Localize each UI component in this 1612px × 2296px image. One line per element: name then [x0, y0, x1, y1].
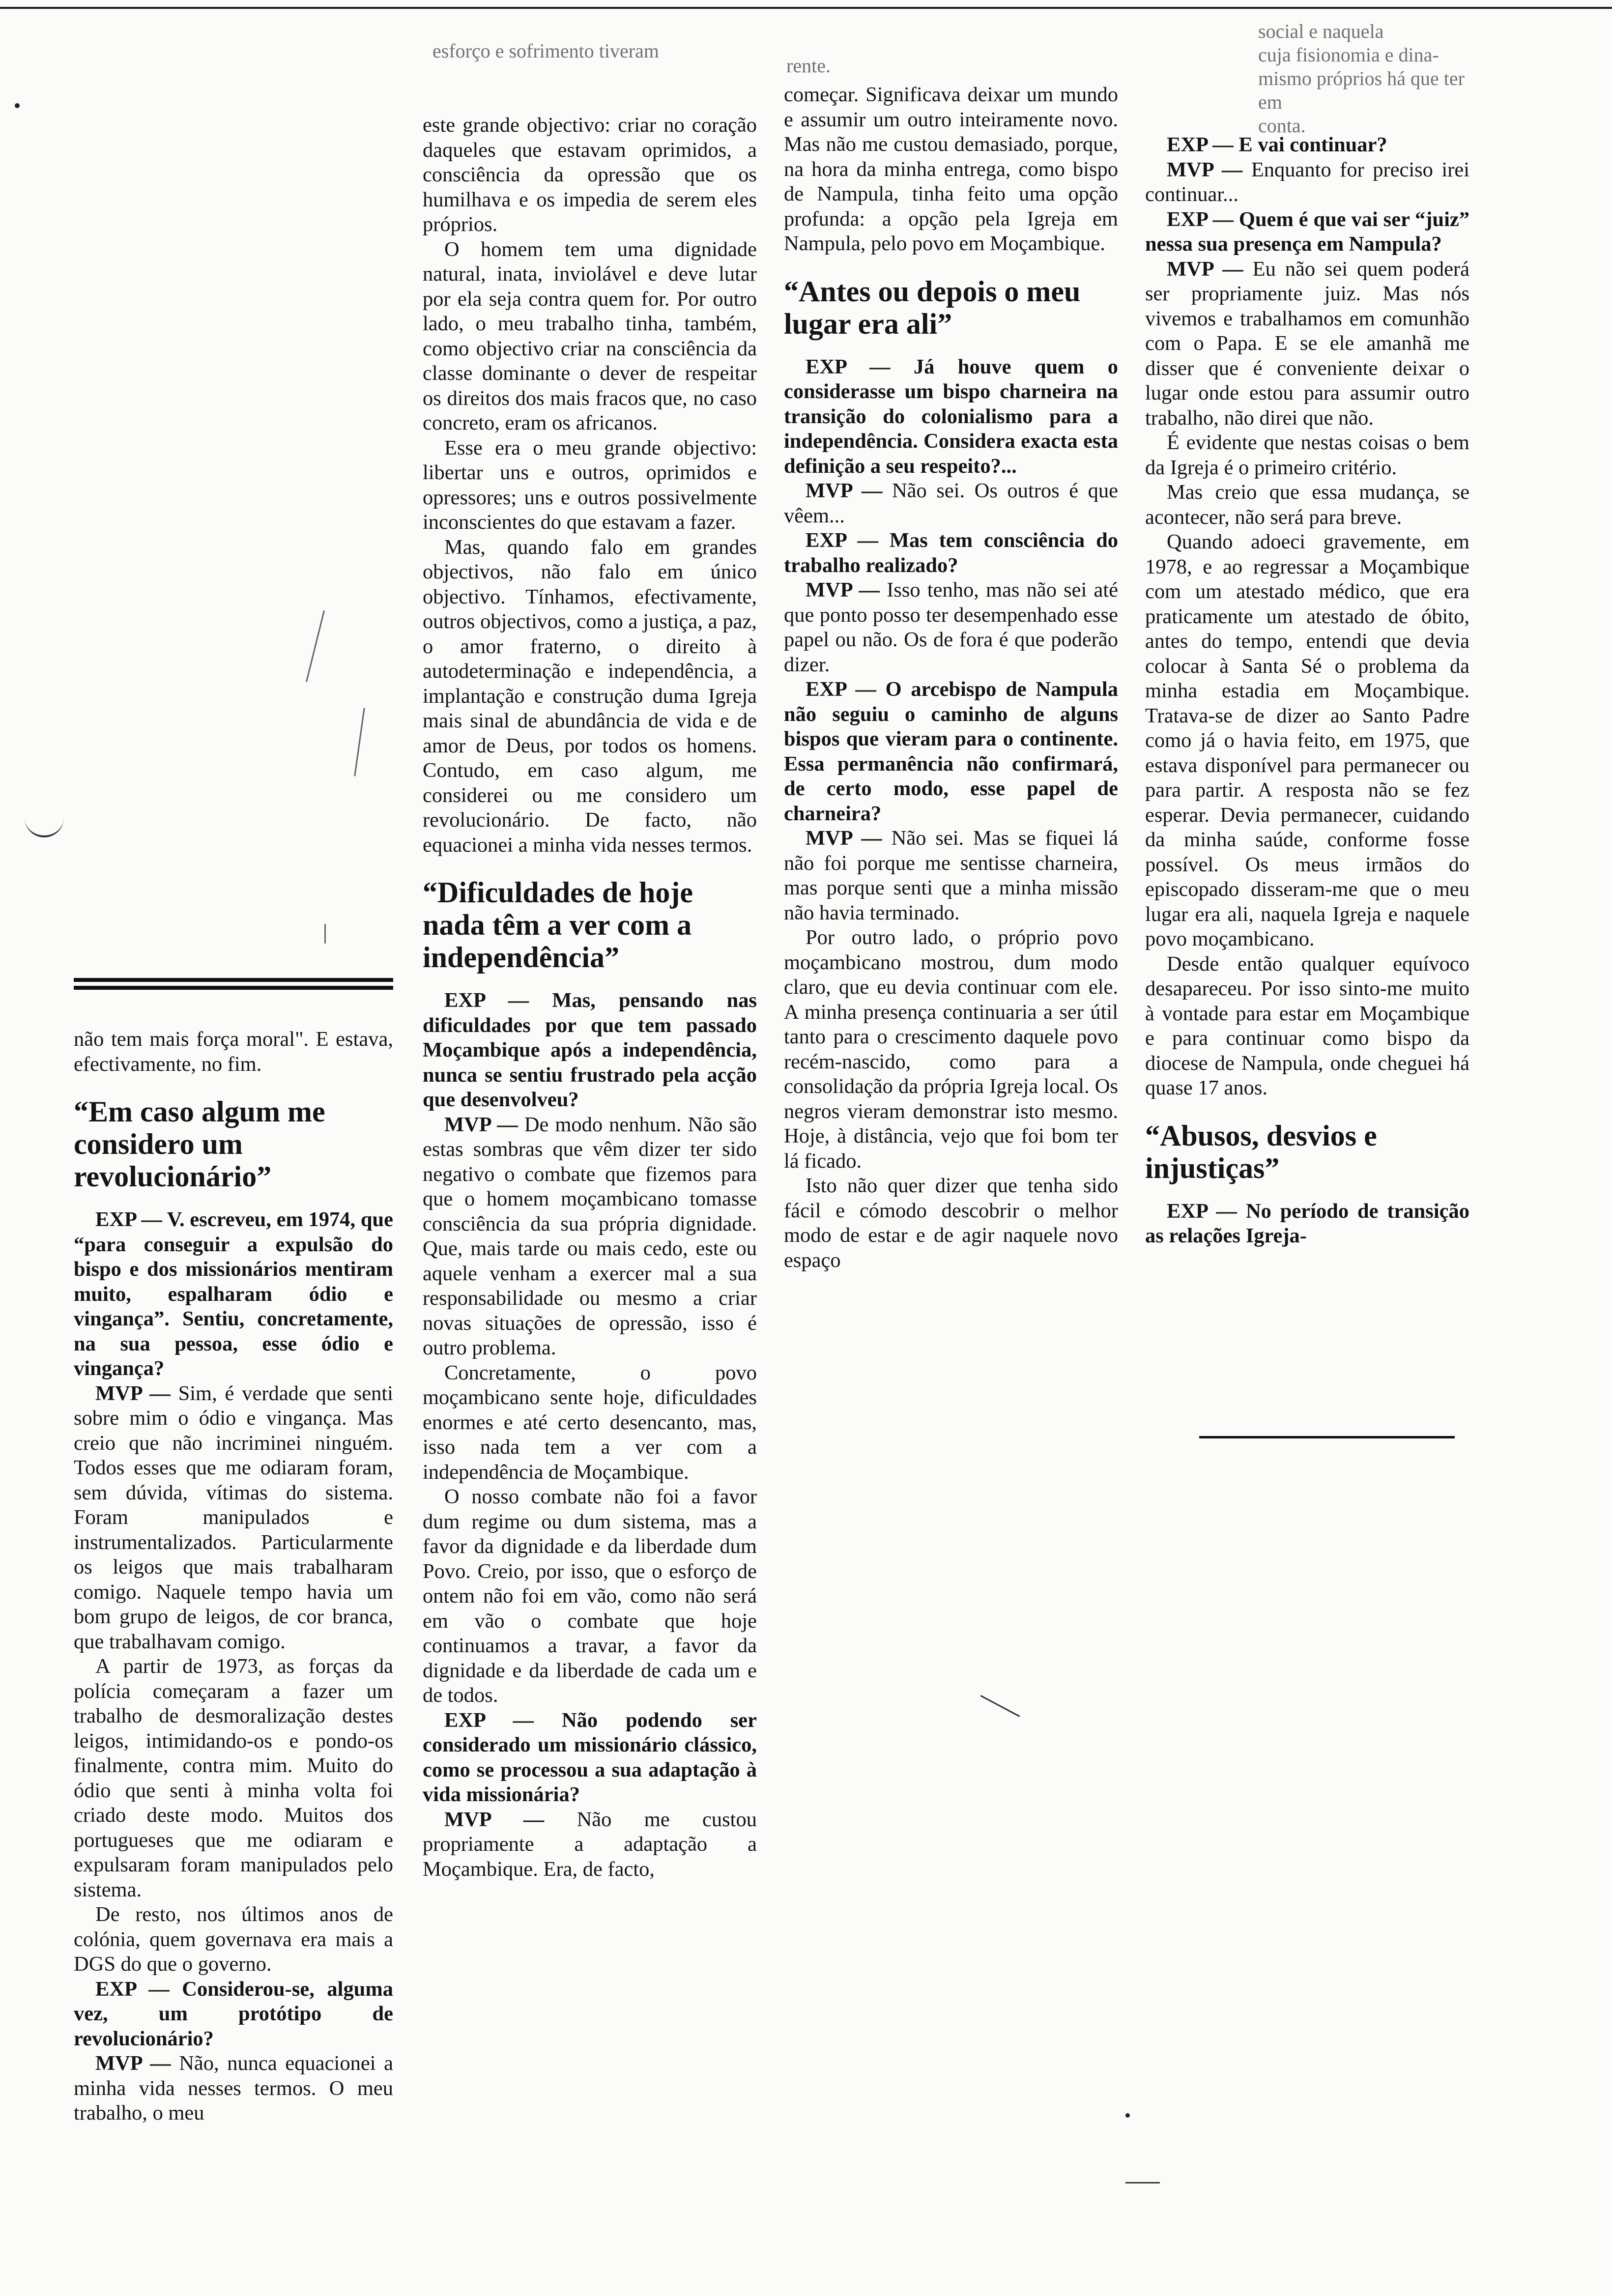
paragraph-text: Já houve quem o considerasse um bispo charneira na transição do colonialismo para a independência. Considera exacta esta definição a seu respeito?... [784, 355, 1118, 478]
scan-crease [324, 924, 326, 944]
paragraph-text: Não, nunca equacionei a minha vida nesses termos. O meu trabalho, o meu [74, 2052, 394, 2124]
body-paragraph: Por outro lado, o próprio povo moçambicano mostrou, dum modo claro, que eu devia continuar com ele. A minha presença continuaria a ser útil tanto para o crescimento daquele povo recém-nascido, como para a consolidação da própria Igreja local. Os negros vieram demonstrar isto mesmo. Hoje, à distância, vejo que foi bom ter lá ficado. [784, 926, 1118, 1173]
col2-top-fragment [432, 39, 747, 63]
speaker-label: EXP — [806, 355, 891, 378]
speaker-label: MVP — [806, 479, 883, 502]
paragraph-text: Não podendo ser considerado um missionário clássico, como se processou a sua adaptação à vida missionária? [423, 1708, 757, 1806]
speaker-label: EXP — [1167, 133, 1234, 156]
paragraph-text: Não me custou propriamente a adaptação a Moçambique. Era, de facto, [423, 1808, 757, 1881]
scan-crease [354, 708, 365, 776]
column-rule-bottom [74, 986, 393, 990]
body-paragraph: Quando adoeci gravemente, em 1978, e ao regressar a Moçambique com um atestado médico, que era praticamente um atestado de óbito, antes do tempo, entendi que devia colocar à Santa Sé o problema da minha estadia em Moçambique. Tratava-se de dizer ao Santo Padre como já o havia feito, em 1975, que estava disponível para permanecer ou para partir. A resposta não se fez esperar. Devia permanecer, cuidando da minha saúde, conforme fosse possível. Os meus irmãos do episcopado disseram-me que o meu lugar era ali, naquela Igreja e naquele povo moçambicano. [1145, 530, 1469, 950]
question-paragraph [1145, 133, 1469, 158]
scan-dot [15, 103, 20, 108]
question-paragraph [784, 677, 1118, 826]
paragraph-text: Considerou-se, alguma vez, um protótipo de revolucionário? [74, 1977, 394, 2050]
scan-dot [1125, 2113, 1130, 2118]
section-heading-dificuldades: “Dificuldades de hoje nada têm a ver com a independência” [423, 876, 693, 974]
question-paragraph [1145, 207, 1469, 257]
section-heading-abusos: “Abusos, desvios e injustiças” [1145, 1119, 1377, 1184]
answer-paragraph [423, 1808, 757, 1882]
body-paragraph: Mas creio que essa mudança, se acontecer, não será para breve. [1145, 481, 1469, 529]
fragment-text: cuja fisionomia e dina- [1258, 44, 1439, 66]
speaker-label: MVP — [444, 1113, 518, 1136]
paragraph-text: De modo nenhum. Não são estas sombras que vêm dizer ter sido negativo o combate que fizemos para que o homem moçambicano tomasse consciência da sua própria dignidade. Que, mais tarde ou mais cedo, este ou aquele venham a exercer mal a sua responsabilidade ou mesmo a criar novas situações de opressão, isso é outro problema. [423, 1113, 757, 1359]
question-paragraph [784, 528, 1118, 578]
answer-paragraph [1145, 257, 1469, 431]
paragraph-text: Eu não sei quem poderá ser propriamente juiz. Mas nós vivemos e trabalhamos em comunhão com o Papa. E se ele amanhã me disser que é conveniente deixar o lugar onde estou para assumir outro trabalho, não direi que não. [1145, 257, 1469, 430]
answer-paragraph [784, 826, 1118, 925]
column-1 [74, 1027, 393, 2126]
paragraph-text: Sim, é verdade que senti sobre mim o ódio e vingança. Mas creio que não incriminei ninguém. Todos esses que me odiaram foram, sem dúvida, vítimas do sistema. Foram manipulados e instrumentalizados. Particularmente os leigos que mais trabalharam comigo. Naquele tempo havia um bom grupo de leigos, de cor branca, que trabalhavam comigo. [74, 1381, 393, 1653]
speaker-label: EXP — [806, 678, 876, 701]
paragraph-text: Isso tenho, mas não sei até que ponto posso ter desempenhado esse papel ou não. Os de fora é que poderão dizer. [784, 578, 1118, 676]
speaker-label: EXP — [1167, 207, 1234, 231]
speaker-label: MVP — [95, 1381, 171, 1405]
answer-paragraph [784, 578, 1118, 677]
scan-crease [306, 610, 325, 682]
answer-paragraph [74, 2051, 393, 2126]
paragraph-text: Quem é que vai ser “juiz” nessa sua presença em Nampula? [1145, 207, 1469, 256]
section-heading-antes-ou-depois: “Antes ou depois o meu lugar era ali” [784, 275, 1081, 340]
column-rule-top [74, 978, 393, 982]
body-paragraph: começar. Significava deixar um mundo e assumir um outro inteiramente novo. Mas não me custou demasiado, porque, na hora da minha entrega, como bispo de Nampula, tinha feito uma opção profunda: a opção pela Igreja em Nampula, pelo povo em Moçambique. [784, 83, 1118, 255]
body-paragraph: Esse era o meu grande objectivo: libertar uns e outros, oprimidos e opressores; uns e outros possivelmente inconscientes do que estavam a fazer. [423, 436, 757, 534]
speaker-label: EXP — [95, 1208, 162, 1231]
speaker-label: MVP — [444, 1808, 545, 1831]
question-paragraph [423, 1708, 757, 1808]
fragment-text: social e naquela [1258, 20, 1384, 42]
fragment-text: rente. [786, 55, 831, 77]
question-paragraph [423, 988, 757, 1113]
answer-paragraph [1145, 158, 1469, 207]
column-4 [1145, 133, 1469, 1249]
col3-top-fragment [786, 54, 914, 78]
paragraph-text: Mas, pensando nas dificuldades por que tem passado Moçambique após a independência, nunca se sentiu frustrado pela acção que desenvolveu? [423, 989, 757, 1111]
paragraph-text: Mas tem consciência do trabalho realizado? [784, 529, 1119, 577]
answer-paragraph [784, 479, 1118, 528]
scan-speck [1125, 2182, 1160, 2183]
body-paragraph: O nosso combate não foi a favor dum regime ou dum sistema, mas a favor da dignidade e da liberdade dum Povo. Creio, por isso, que o esforço de ontem não foi em vão, como não será em vão o combate que hoje continuamos a travar, a favor da dignidade e da liberdade de cada um e de todos. [423, 1485, 757, 1707]
body-paragraph: Mas, quando falo em grandes objectivos, não falo em único objectivo. Tínhamos, efectivamente, outros objectivos, como a justiça, a paz, o amor fraterno, o direito à autodeterminação e independência, a implantação e construção duma Igreja mais sinal de abundância de vida e de amor de Deus, por todos os homens. Contudo, em caso algum, me considerei ou me considero um revolucionário. De facto, não equacionei a minha vida nesses termos. [423, 535, 757, 857]
col4-top-fragment [1258, 20, 1474, 138]
body-paragraph: É evidente que nestas coisas o bem da Igreja é o primeiro critério. [1145, 431, 1469, 479]
body-paragraph: este grande objectivo: criar no coração daqueles que estavam oprimidos, a consciência da opressão que os humilhava e os impedia de serem eles próprios. [423, 114, 757, 236]
scan-speck [980, 1695, 1020, 1717]
speaker-label: EXP — [1167, 1199, 1238, 1223]
speaker-label: MVP — [95, 2052, 171, 2075]
body-paragraph: Isto não quer dizer que tenha sido fácil e cómodo descobrir o melhor modo de estar e de agir naquele novo espaço [784, 1174, 1118, 1272]
body-paragraph: Desde então qualquer equívoco desapareceu. Por isso sinto-me muito à vontade para estar em Moçambique e para continuar como bispo da diocese de Nampula, onde cheguei há quase 17 anos. [1145, 952, 1469, 1099]
question-paragraph [1145, 1199, 1469, 1249]
question-paragraph [74, 1977, 393, 2052]
paragraph-text: V. escreveu, em 1974, que “para conseguir a expulsão do bispo e dos missionários mentiram muito, espalharam ódio e vingança”. Sentiu, concretamente, na sua pessoa, esse ódio e vingança? [74, 1208, 394, 1380]
body-paragraph: De resto, nos últimos anos de colónia, quem governava era mais a DGS do que o governo. [74, 1903, 393, 1976]
answer-paragraph [74, 1381, 393, 1655]
fragment-text: mismo próprios há que ter em [1258, 67, 1465, 113]
fragment-text: esforço e sofrimento tiveram [432, 40, 659, 62]
paragraph-text: E vai continuar? [1233, 133, 1387, 156]
lead-text: não tem mais força moral". E estava, efectivamente, no fim. [74, 1028, 393, 1076]
speaker-label: MVP — [1167, 158, 1243, 181]
body-paragraph: O homem tem uma dignidade natural, inata, inviolável e deve lutar por ela seja contra quem for. Por outro lado, o meu trabalho tinha, também, como objectivo criar na consciência da classe dominante o dever de respeitar os direitos dos mais fracos que, no caso concreto, eram os africanos. [423, 237, 757, 434]
speaker-label: EXP — [444, 1708, 534, 1732]
column-4-end-rule [1199, 1436, 1455, 1438]
paragraph-text: O arcebispo de Nampula não seguiu o caminho de alguns bispos que vieram para o continente. Essa permanência não confirmará, de certo modo, esse papel de charneira? [784, 678, 1118, 825]
section-heading-revolucionario: “Em caso algum me considero um revolucionário” [74, 1095, 325, 1193]
paragraph-text: Não sei. Os outros é que vêem... [784, 479, 1118, 527]
question-paragraph [784, 355, 1118, 479]
paragraph-text: Enquanto for preciso irei continuar... [1145, 158, 1470, 206]
paragraph-text: Não sei. Mas se fiquei lá não foi porque me sentisse charneira, mas porque senti que a minha missão não havia terminado. [784, 827, 1119, 924]
speaker-label: EXP — [95, 1977, 170, 2001]
body-paragraph: A partir de 1973, as forças da polícia começaram a fazer um trabalho de desmoralização destes leigos, intimidando-os e pondo-os finalmente, contra mim. Muito do ódio que senti à minha volta foi criado deste modo. Muitos dos portugueses que me odiaram e expulsaram foram manipulados pelo sistema. [74, 1655, 393, 1901]
column-2 [423, 113, 757, 1882]
answer-paragraph [423, 1113, 757, 1361]
column-3 [784, 83, 1118, 1273]
fragment-text: conta. [1258, 115, 1306, 137]
speaker-label: EXP — [806, 529, 879, 552]
question-paragraph [74, 1207, 393, 1381]
top-rule [0, 7, 1612, 9]
speaker-label: MVP — [806, 578, 880, 602]
scan-curve [25, 816, 64, 837]
speaker-label: MVP — [806, 827, 882, 850]
body-paragraph: Concretamente, o povo moçambicano sente hoje, dificuldades enormes e até certo desencanto, mas, isso nada tem a ver com a independência de Moçambique. [423, 1361, 757, 1484]
speaker-label: EXP — [444, 989, 529, 1012]
paragraph-text: No período de transição as relações Igreja- [1145, 1199, 1470, 1247]
speaker-label: MVP — [1167, 257, 1243, 281]
